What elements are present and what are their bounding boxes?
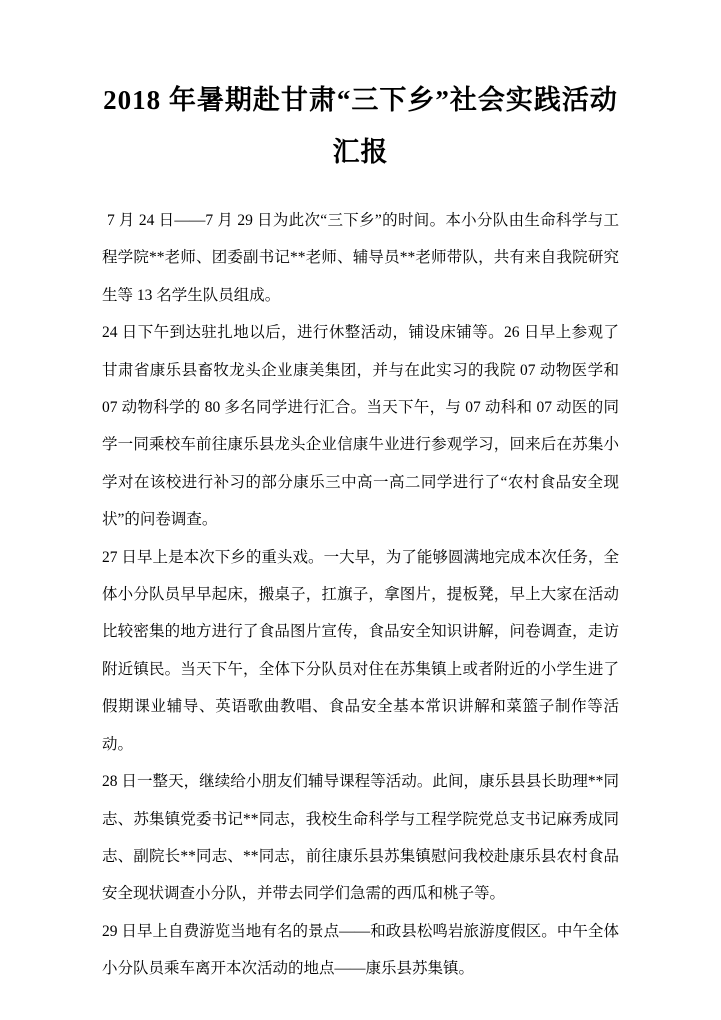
paragraph-trip-dates-and-team: 7 月 24 日——7 月 29 日为此次“三下乡”的时间。本小分队由生命科学与工程学院**老师、团委副书记**老师、辅导员**老师带队，共有来自我院研究生等 13 名学生队员组成。 [102,212,619,304]
paragraph-day-24-26-activities: 24 日下午到达驻扎地以后，进行休整活动，铺设床铺等。26 日早上参观了甘肃省康乐县畜牧龙头企业康美集团，并与在此实习的我院 07 动物医学和 07 动物科学的 80 多名同学进行汇合。当天下午，与 07 动科和 07 动医的同学一同乘校车前往康乐县龙头企业信康牛业进行参观学习，回来后在苏集小学对在该校进行补习的部分康乐三中高一高二同学进行了“农村食品安全现状”的问卷调查。 [102,324,619,529]
paragraph-day-27-activities: 27 日早上是本次下乡的重头戏。一大早，为了能够圆满地完成本次任务，全体小分队员早早起床，搬桌子，扛旗子，拿图片，提板凳，早上大家在活动比较密集的地方进行了食品图片宣传，食品安全知识讲解，问卷调查，走访附近镇民。当天下午，全体下分队员对住在苏集镇上或者附近的小学生进了假期课业辅导、英语歌曲教唱、食品安全基本常识讲解和菜篮子制作等活动。 [102,548,619,753]
paragraph-day-29-departure: 29 日早上自费游览当地有名的景点——和政县松鸣岩旅游度假区。中午全体小分队员乘车离开本次活动的地点——康乐县苏集镇。 [102,922,619,978]
document-body [102,202,619,988]
paragraph-day-28-activities: 28 日一整天，继续给小朋友们辅导课程等活动。此间，康乐县县长助理**同志、苏集镇党委书记**同志，我校生命科学与工程学院党总支书记麻秀成同志、副院长**同志、**同志，前往康乐县苏集镇慰问我校赴康乐县农村食品安全现状调查小分队，并带去同学们急需的西瓜和桃子等。 [102,773,619,903]
document-title: 2018 年暑期赴甘肃“三下乡”社会实践活动汇报 [103,85,618,167]
